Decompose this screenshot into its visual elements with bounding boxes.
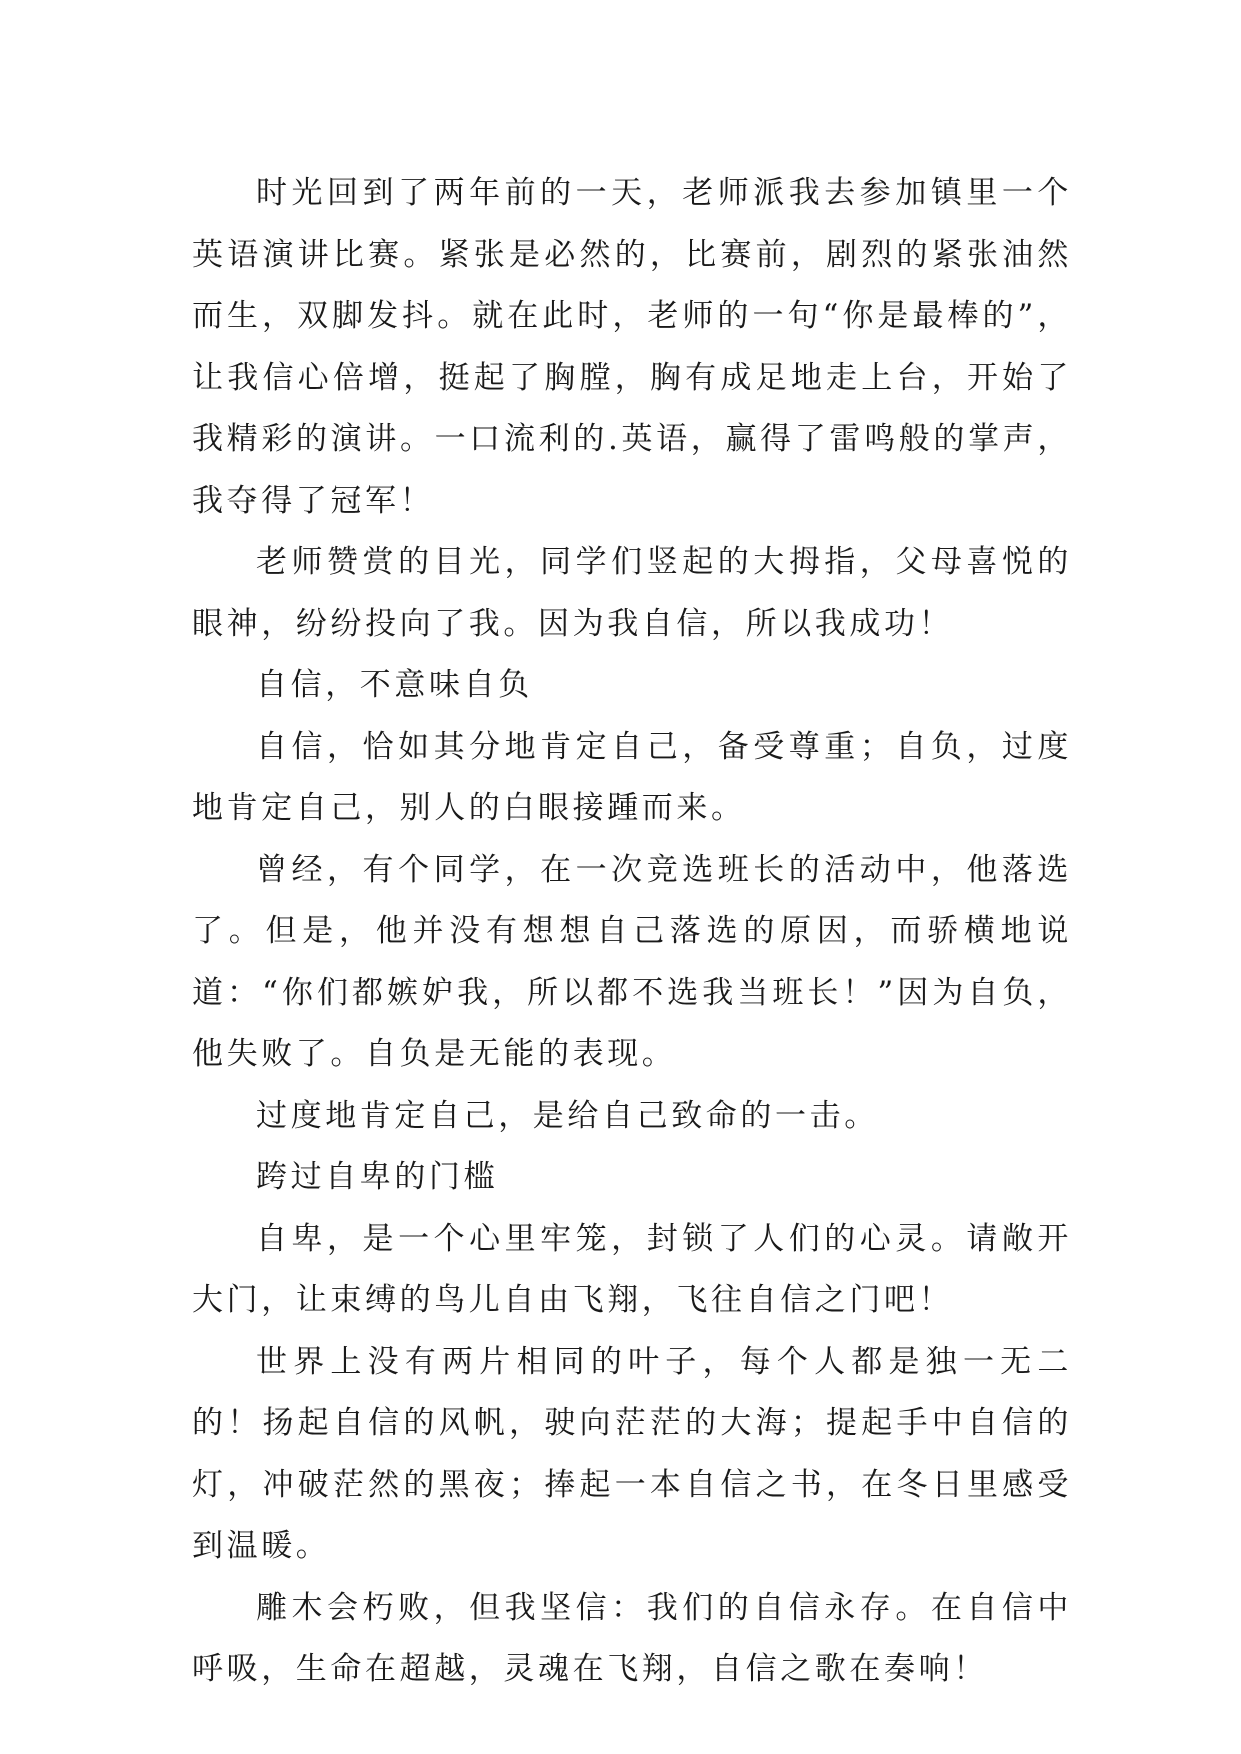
paragraph-praise: 老师赞赏的目光，同学们竖起的大拇指，父母喜悦的眼神，纷纷投向了我。因为我自信，所以我成功！ [192, 544, 1072, 642]
paragraph-memory: 时光回到了两年前的一天，老师派我去参加镇里一个英语演讲比赛。紧张是必然的，比赛前，剧烈的紧张油然而生，双脚发抖。就在此时，老师的一句“你是最棒的”，让我信心倍增，挺起了胸膛，胸有成足地走上台，开始了我精彩的演讲。一口流利的.英语，赢得了雷鸣般的掌声，我夺得了冠军！ [192, 175, 1072, 519]
paragraph-definition: 自信，恰如其分地肯定自己，备受尊重；自负，过度地肯定自己，别人的白眼接踵而来。 [192, 728, 1072, 826]
section-heading-cross-inferiority: 跨过自卑的门槛 [256, 1159, 499, 1195]
paragraph-classmate-story: 曾经，有个同学，在一次竞选班长的活动中，他落选了。但是，他并没有想想自己落选的原因，而骄横地说道：“你们都嫉妒我，所以都不选我当班长！”因为自负，他失败了。自负是无能的表现。 [192, 851, 1072, 1072]
paragraph-unique-leaves: 世界上没有两片相同的叶子，每个人都是独一无二的！扬起自信的风帆，驶向茫茫的大海；提起手中自信的灯，冲破茫然的黑夜；捧起一本自信之书，在冬日里感受到温暖。 [192, 1343, 1072, 1564]
paragraph-conclusion: 雕木会朽败，但我坚信：我们的自信永存。在自信中呼吸，生命在超越，灵魂在飞翔，自信之歌在奏响！ [192, 1589, 1072, 1687]
paragraph-fatal-blow: 过度地肯定自己，是给自己致命的一击。 [256, 1097, 879, 1134]
document-page [192, 163, 1072, 1701]
paragraph-inferiority-cage: 自卑，是一个心里牢笼，封锁了人们的心灵。请敞开大门，让束缚的鸟儿自由飞翔，飞往自信之门吧！ [192, 1220, 1072, 1318]
section-heading-confidence-not-arrogance: 自信，不意味自负 [256, 667, 533, 703]
